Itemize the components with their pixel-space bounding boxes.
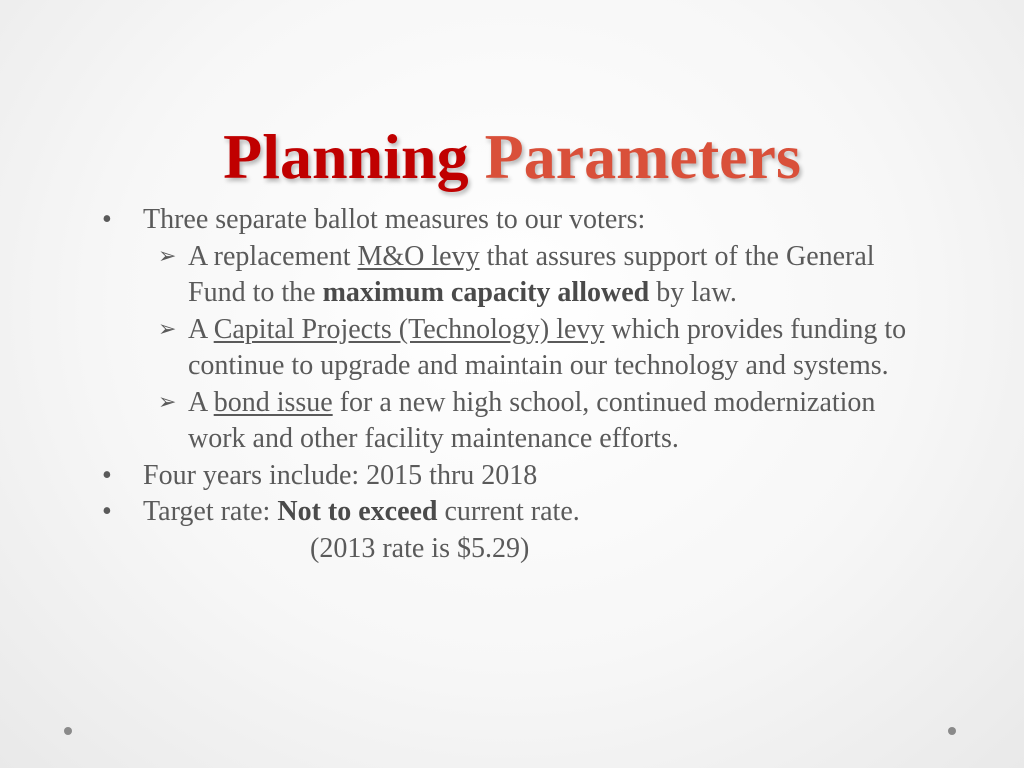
subbullet-text: A: [188, 313, 214, 345]
bullet-target-rate: [100, 494, 930, 531]
subbullet-capital-projects-levy: [158, 312, 930, 385]
arrow-bullet-icon: ➢: [158, 316, 177, 342]
bullet-text: Three separate ballot measures to our voters:: [143, 204, 646, 235]
bullet-icon: •: [102, 496, 112, 527]
bullet-text: Target rate:: [143, 496, 278, 527]
bullet-ballot-measures: [100, 202, 930, 239]
arrow-bullet-icon: ➢: [158, 389, 177, 415]
slide-title: [0, 115, 1024, 199]
corner-dot-right: [948, 727, 956, 735]
subbullet-text: A: [188, 386, 214, 418]
bullet-text: Four years include: 2015 thru 2018: [143, 459, 538, 491]
emphasis-max-capacity: maximum capacity allowed: [322, 277, 650, 308]
corner-dot-left: [64, 727, 72, 735]
link-bond-issue[interactable]: bond issue: [213, 386, 333, 418]
link-capital-projects-levy[interactable]: Capital Projects (Technology) levy: [213, 313, 605, 345]
arrow-bullet-icon: ➢: [158, 243, 177, 269]
subbullet-bond-issue: [158, 385, 930, 458]
subbullet-text: which provides funding to continue to upgrade and maintain our technology and systems.: [188, 313, 907, 381]
bullet-icon: •: [102, 459, 112, 491]
title-word-parameters: Parameters: [484, 120, 801, 192]
bullet-icon: •: [102, 204, 112, 235]
bullet-text: current rate.: [437, 496, 580, 527]
bullet-four-years: [100, 458, 930, 495]
rate-note: (2013 rate is $5.29): [310, 532, 530, 564]
subbullet-text: A replacement: [188, 240, 358, 272]
subbullet-text: by law.: [649, 277, 737, 308]
slide-body: [100, 202, 930, 567]
link-mo-levy[interactable]: M&O levy: [357, 240, 480, 272]
emphasis-not-to-exceed: Not to exceed: [277, 496, 438, 527]
title-word-planning: Planning: [223, 120, 469, 192]
subbullet-mo-levy: [158, 239, 930, 312]
subbullet-text: that assures support of the General Fund to the: [188, 240, 875, 308]
subbullet-text: for a new high school, continued modernization work and other facility maintenance efforts.: [188, 386, 876, 454]
